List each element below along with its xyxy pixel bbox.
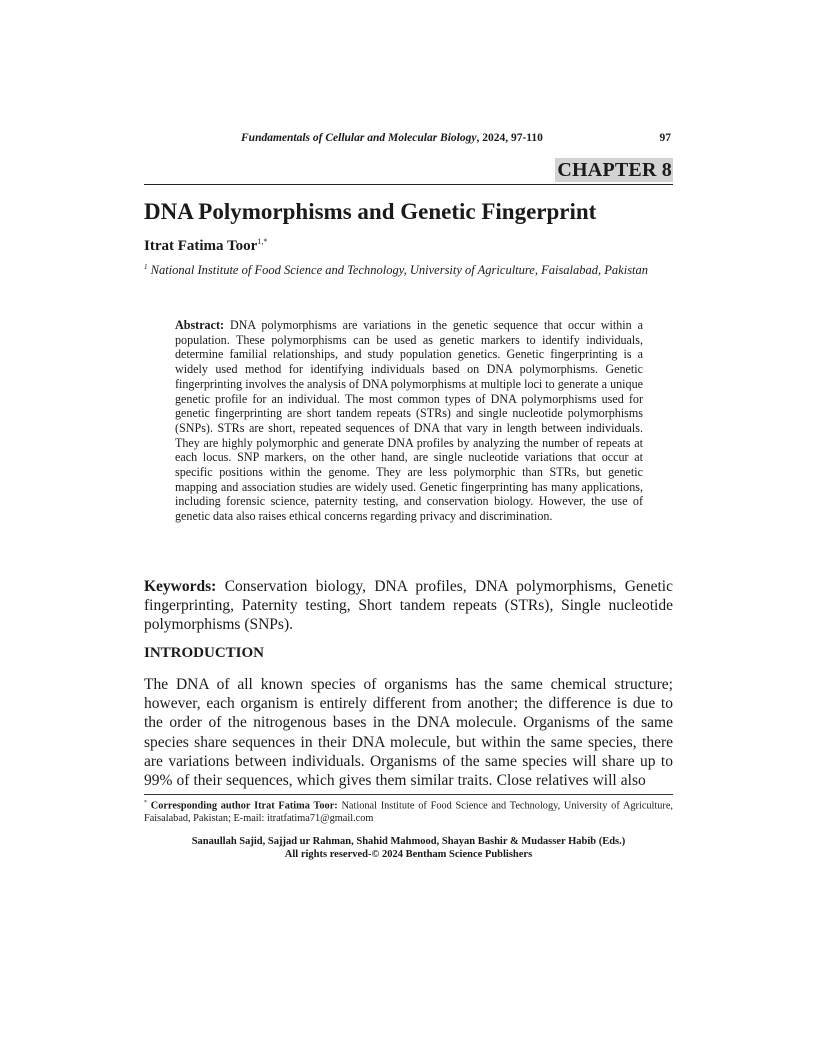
copyright-line: All rights reserved-© 2024 Bentham Science Publishers: [284, 849, 533, 860]
journal-name: Fundamentals of Cellular and Molecular Biology: [241, 132, 477, 144]
footnote-text: National Institute of Food Science and Technology, University of Agriculture, Faisalabad, Pakistan; E-mail: itratfatima71@gmail.com: [144, 800, 673, 825]
journal-citation: [241, 132, 543, 144]
affiliation: [144, 260, 673, 279]
footnote-mark: *: [144, 800, 147, 806]
chapter-label: CHAPTER 8: [557, 159, 672, 181]
editors-line: Sanaullah Sajid, Sajjad ur Rahman, Shahid Mahmood, Shayan Bashir & Mudasser Habib (Eds.): [191, 836, 626, 847]
affiliation-mark: 1: [144, 263, 148, 271]
introduction-paragraph: The DNA of all known species of organisms has the same chemical structure; however, each organism is entirely different from another; the difference is due to the order of the nitrogenous bases in the DNA molecule. Organisms of the same species share sequences in their DNA molecule, but within the same species, there are variations between individuals. Organisms of the same species will share up to 99% of their sequences, which gives them similar traits. Close relatives will also: [144, 676, 673, 790]
abstract-label: Abstract:: [175, 318, 225, 332]
footnote-label: Corresponding author Itrat Fatima Toor:: [150, 800, 338, 812]
chapter-banner: [144, 158, 673, 185]
footnote: [144, 797, 673, 825]
abstract: [175, 318, 643, 524]
page-number: 97: [659, 132, 671, 144]
keywords-label: Keywords:: [144, 578, 217, 595]
keywords-text: Conservation biology, DNA profiles, DNA polymorphisms, Genetic fingerprinting, Paternity testing, Short tandem repeats (STRs), Single nucleotide polymorphisms (SNPs).: [144, 578, 673, 633]
keywords: [144, 577, 673, 634]
editors-block: [144, 835, 673, 861]
abstract-text: DNA polymorphisms are variations in the genetic sequence that occur within a population. These polymorphisms can be used as genetic markers to identify individuals, determine familial relationships, and study population genetics. Genetic fingerprinting is a widely used method for identifying individuals based on DNA polymorphisms. Genetic fingerprinting involves the analysis of DNA polymorphisms at multiple loci to generate a unique genetic profile for an individual. The most common types of DNA polymorphisms used for genetic fingerprinting are short tandem repeats (STRs) and single nucleotide polymorphisms (SNPs). STRs are short, repeated sequences of DNA that vary in length between individuals. They are highly polymorphic and generate DNA profiles by analyzing the number of repeats at each locus. SNP markers, on the other hand, are single nucleotide variations that occur at specific positions within the genome. They are less polymorphic than STRs, but genetic mapping and association studies are widely used. Genetic fingerprinting has many applications, including forensic science, paternity testing, and conservation biology. However, the use of genetic data also raises ethical concerns regarding privacy and discrimination.: [175, 318, 643, 524]
chapter-title: DNA Polymorphisms and Genetic Fingerprint: [144, 199, 597, 224]
author-line: [144, 237, 267, 255]
affiliation-text: National Institute of Food Science and Technology, University of Agriculture, Faisalabad, Pakistan: [150, 263, 649, 278]
author-marks: 1,*: [257, 237, 268, 246]
journal-volume-pages: , 2024, 97-110: [476, 132, 543, 144]
section-heading: INTRODUCTION: [144, 645, 265, 661]
footnote-divider: [144, 794, 673, 795]
author-name: Itrat Fatima Toor: [144, 238, 258, 254]
